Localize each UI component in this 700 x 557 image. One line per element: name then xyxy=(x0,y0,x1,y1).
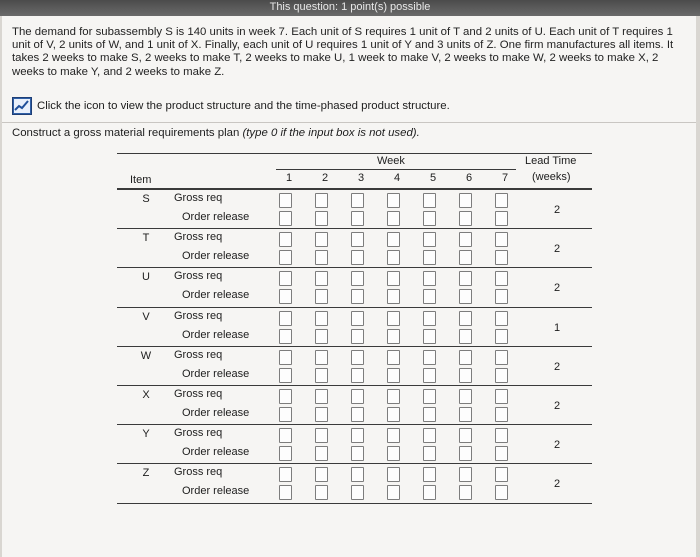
item-label-x: X xyxy=(142,389,150,401)
gross-req-input-z-week-7[interactable] xyxy=(495,467,508,482)
gross-req-input-x-week-1[interactable] xyxy=(279,389,292,404)
order-release-input-w-week-7[interactable] xyxy=(495,368,508,383)
week-number-5: 5 xyxy=(429,172,437,184)
gross-req-input-u-week-7[interactable] xyxy=(495,271,508,286)
order-release-input-w-week-3[interactable] xyxy=(351,368,364,383)
order-release-input-x-week-2[interactable] xyxy=(315,407,328,422)
gross-req-input-v-week-2[interactable] xyxy=(315,311,328,326)
gross-req-input-z-week-1[interactable] xyxy=(279,467,292,482)
order-release-input-w-week-4[interactable] xyxy=(387,368,400,383)
gross-req-input-x-week-6[interactable] xyxy=(459,389,472,404)
gross-req-input-s-week-5[interactable] xyxy=(423,193,436,208)
row-separator xyxy=(117,228,592,229)
gross-req-input-x-week-4[interactable] xyxy=(387,389,400,404)
week-number-1: 1 xyxy=(285,172,293,184)
gross-req-input-y-week-6[interactable] xyxy=(459,428,472,443)
lead-time-subheader: (weeks) xyxy=(532,171,571,183)
order-release-input-s-week-3[interactable] xyxy=(351,211,364,226)
order-release-input-y-week-7[interactable] xyxy=(495,446,508,461)
week-number-6: 6 xyxy=(465,172,473,184)
order-release-input-u-week-7[interactable] xyxy=(495,289,508,304)
item-label-s: S xyxy=(142,193,150,205)
problem-statement: The demand for subassembly S is 140 units in week 7. Each unit of S requires 1 unit of T and 2 units of U. Each unit of T requires 1 unit of V, 2 units of W, and 1 unit of X. Finally, each unit of U requires 1 unit of Y and 3 units of Z. One firm manufactures all items. It takes 2 weeks to make S, 2 weeks to make T, 2 weeks to make U, 1 week to make V, 2 weeks to make W, 2 weeks to make X, 2 weeks to make Y, and 2 weeks to make Z. xyxy=(12,26,674,78)
order-release-input-t-week-1[interactable] xyxy=(279,250,292,265)
gross-req-input-w-week-3[interactable] xyxy=(351,350,364,365)
order-release-input-w-week-6[interactable] xyxy=(459,368,472,383)
gross-req-input-y-week-4[interactable] xyxy=(387,428,400,443)
order-release-input-x-week-4[interactable] xyxy=(387,407,400,422)
order-release-input-w-week-5[interactable] xyxy=(423,368,436,383)
order-release-input-t-week-7[interactable] xyxy=(495,250,508,265)
gross-req-input-s-week-1[interactable] xyxy=(279,193,292,208)
order-release-input-s-week-2[interactable] xyxy=(315,211,328,226)
order-release-input-u-week-1[interactable] xyxy=(279,289,292,304)
gross-req-input-y-week-3[interactable] xyxy=(351,428,364,443)
gross-req-input-s-week-7[interactable] xyxy=(495,193,508,208)
gross-req-input-t-week-5[interactable] xyxy=(423,232,436,247)
order-release-input-s-week-1[interactable] xyxy=(279,211,292,226)
gross-req-input-s-week-4[interactable] xyxy=(387,193,400,208)
order-release-input-z-week-1[interactable] xyxy=(279,485,292,500)
row-separator xyxy=(117,385,592,386)
gross-req-input-u-week-4[interactable] xyxy=(387,271,400,286)
order-release-input-t-week-3[interactable] xyxy=(351,250,364,265)
gross-req-input-z-week-5[interactable] xyxy=(423,467,436,482)
gross-req-input-u-week-6[interactable] xyxy=(459,271,472,286)
item-label-y: Y xyxy=(142,428,150,441)
gross-req-input-z-week-4[interactable] xyxy=(387,467,400,482)
order-release-input-t-week-6[interactable] xyxy=(459,250,472,265)
question-card xyxy=(2,16,696,557)
instruction-hint: (type 0 if the input box is not used). xyxy=(242,127,420,139)
order-release-label: Order release xyxy=(182,328,250,341)
order-release-input-w-week-1[interactable] xyxy=(279,368,292,383)
order-release-input-v-week-5[interactable] xyxy=(423,329,436,344)
gross-req-input-t-week-1[interactable] xyxy=(279,232,292,247)
item-label-v: V xyxy=(142,310,150,323)
gross-req-input-t-week-2[interactable] xyxy=(315,232,328,247)
gross-req-input-x-week-3[interactable] xyxy=(351,389,364,404)
row-separator xyxy=(117,503,592,504)
instruction-text xyxy=(12,127,420,139)
lead-time-x: 2 xyxy=(553,400,561,412)
order-release-input-u-week-6[interactable] xyxy=(459,289,472,304)
gross-req-label: Gross req xyxy=(174,309,223,322)
gross-req-input-y-week-5[interactable] xyxy=(423,428,436,443)
lead-time-s: 2 xyxy=(553,204,561,216)
gross-req-input-y-week-7[interactable] xyxy=(495,428,508,443)
order-release-input-y-week-5[interactable] xyxy=(423,446,436,461)
gross-req-input-u-week-2[interactable] xyxy=(315,271,328,286)
item-header: Item xyxy=(130,174,152,186)
order-release-input-y-week-2[interactable] xyxy=(315,446,328,461)
order-release-input-v-week-6[interactable] xyxy=(459,329,472,344)
gross-req-input-v-week-5[interactable] xyxy=(423,311,436,326)
question-header-text: This question: 1 point(s) possible xyxy=(269,1,431,13)
gross-req-label: Gross req xyxy=(174,270,223,283)
lead-time-u: 2 xyxy=(553,282,561,295)
gross-req-label: Gross req xyxy=(174,192,223,204)
lead-time-z: 2 xyxy=(553,478,561,491)
gross-req-input-v-week-1[interactable] xyxy=(279,311,292,326)
order-release-input-s-week-7[interactable] xyxy=(495,211,508,226)
lead-time-t: 2 xyxy=(553,243,561,256)
lead-time-w: 2 xyxy=(553,360,561,373)
gross-req-input-u-week-1[interactable] xyxy=(279,271,292,286)
order-release-input-z-week-2[interactable] xyxy=(315,485,328,500)
order-release-input-z-week-4[interactable] xyxy=(387,485,400,500)
product-structure-link-text: Click the icon to view the product structure and the time-phased product structure. xyxy=(37,100,450,112)
order-release-input-v-week-3[interactable] xyxy=(351,329,364,344)
week-number-7: 7 xyxy=(501,172,509,184)
gross-req-input-x-week-2[interactable] xyxy=(315,389,328,404)
question-header-bar xyxy=(0,0,700,16)
week-number-2: 2 xyxy=(321,172,329,184)
item-label-z: Z xyxy=(142,467,150,480)
gross-req-label: Gross req xyxy=(174,388,223,400)
order-release-input-y-week-1[interactable] xyxy=(279,446,292,461)
order-release-input-z-week-7[interactable] xyxy=(495,485,508,500)
gross-req-input-w-week-6[interactable] xyxy=(459,350,472,365)
gross-req-input-w-week-7[interactable] xyxy=(495,350,508,365)
chart-icon[interactable] xyxy=(12,97,32,115)
gross-req-input-s-week-3[interactable] xyxy=(351,193,364,208)
order-release-input-y-week-3[interactable] xyxy=(351,446,364,461)
order-release-label: Order release xyxy=(182,211,250,223)
week-number-4: 4 xyxy=(393,172,401,184)
lead-time-v: 1 xyxy=(553,321,561,334)
order-release-label: Order release xyxy=(182,289,250,302)
order-release-input-u-week-5[interactable] xyxy=(423,289,436,304)
gross-req-input-z-week-2[interactable] xyxy=(315,467,328,482)
gross-req-input-w-week-2[interactable] xyxy=(315,350,328,365)
order-release-input-w-week-2[interactable] xyxy=(315,368,328,383)
order-release-input-u-week-4[interactable] xyxy=(387,289,400,304)
order-release-label: Order release xyxy=(182,485,250,498)
order-release-input-s-week-4[interactable] xyxy=(387,211,400,226)
order-release-input-y-week-6[interactable] xyxy=(459,446,472,461)
gross-req-input-v-week-7[interactable] xyxy=(495,311,508,326)
order-release-input-v-week-2[interactable] xyxy=(315,329,328,344)
order-release-label: Order release xyxy=(182,407,250,419)
order-release-label: Order release xyxy=(182,250,250,263)
order-release-input-t-week-5[interactable] xyxy=(423,250,436,265)
order-release-input-v-week-1[interactable] xyxy=(279,329,292,344)
divider xyxy=(2,122,696,123)
row-separator xyxy=(117,307,592,308)
gross-req-input-w-week-4[interactable] xyxy=(387,350,400,365)
gross-req-input-u-week-5[interactable] xyxy=(423,271,436,286)
gross-req-input-u-week-3[interactable] xyxy=(351,271,364,286)
order-release-input-t-week-2[interactable] xyxy=(315,250,328,265)
table-top-rule xyxy=(117,153,592,154)
gross-req-input-y-week-1[interactable] xyxy=(279,428,292,443)
order-release-input-u-week-2[interactable] xyxy=(315,289,328,304)
gross-req-input-t-week-6[interactable] xyxy=(459,232,472,247)
row-separator xyxy=(117,346,592,347)
order-release-input-y-week-4[interactable] xyxy=(387,446,400,461)
order-release-input-z-week-3[interactable] xyxy=(351,485,364,500)
gross-req-input-x-week-7[interactable] xyxy=(495,389,508,404)
order-release-input-x-week-1[interactable] xyxy=(279,407,292,422)
header-rule xyxy=(117,188,592,190)
order-release-input-v-week-4[interactable] xyxy=(387,329,400,344)
row-separator xyxy=(117,267,592,268)
item-label-w: W xyxy=(140,349,152,362)
order-release-label: Order release xyxy=(182,367,250,380)
gross-req-input-v-week-6[interactable] xyxy=(459,311,472,326)
gross-req-input-t-week-4[interactable] xyxy=(387,232,400,247)
item-label-t: T xyxy=(142,232,150,245)
instruction-main: Construct a gross material requirements plan xyxy=(12,127,243,139)
product-structure-link-row xyxy=(12,96,450,116)
gross-req-label: Gross req xyxy=(174,466,223,479)
gross-req-input-s-week-6[interactable] xyxy=(459,193,472,208)
gross-req-label: Gross req xyxy=(174,427,223,440)
gross-req-input-w-week-5[interactable] xyxy=(423,350,436,365)
gross-req-input-x-week-5[interactable] xyxy=(423,389,436,404)
order-release-input-s-week-5[interactable] xyxy=(423,211,436,226)
week-number-3: 3 xyxy=(357,172,365,184)
gross-req-input-t-week-7[interactable] xyxy=(495,232,508,247)
gross-req-input-t-week-3[interactable] xyxy=(351,232,364,247)
order-release-input-x-week-6[interactable] xyxy=(459,407,472,422)
week-underline xyxy=(276,169,516,170)
order-release-input-v-week-7[interactable] xyxy=(495,329,508,344)
order-release-input-x-week-3[interactable] xyxy=(351,407,364,422)
gross-req-input-y-week-2[interactable] xyxy=(315,428,328,443)
week-header: Week xyxy=(377,155,405,167)
order-release-input-z-week-6[interactable] xyxy=(459,485,472,500)
lead-time-y: 2 xyxy=(553,439,561,452)
gross-req-input-z-week-6[interactable] xyxy=(459,467,472,482)
order-release-input-x-week-5[interactable] xyxy=(423,407,436,422)
gross-req-input-z-week-3[interactable] xyxy=(351,467,364,482)
order-release-input-s-week-6[interactable] xyxy=(459,211,472,226)
gross-req-input-s-week-2[interactable] xyxy=(315,193,328,208)
gross-req-input-v-week-3[interactable] xyxy=(351,311,364,326)
gross-req-label: Gross req xyxy=(174,348,223,361)
gross-req-input-v-week-4[interactable] xyxy=(387,311,400,326)
order-release-input-t-week-4[interactable] xyxy=(387,250,400,265)
row-separator xyxy=(117,463,592,464)
order-release-input-z-week-5[interactable] xyxy=(423,485,436,500)
order-release-input-u-week-3[interactable] xyxy=(351,289,364,304)
gross-req-input-w-week-1[interactable] xyxy=(279,350,292,365)
order-release-input-x-week-7[interactable] xyxy=(495,407,508,422)
row-separator xyxy=(117,424,592,425)
lead-time-header: Lead Time xyxy=(525,155,577,167)
gross-req-label: Gross req xyxy=(174,231,223,244)
order-release-label: Order release xyxy=(182,446,250,459)
item-label-u: U xyxy=(142,271,150,284)
